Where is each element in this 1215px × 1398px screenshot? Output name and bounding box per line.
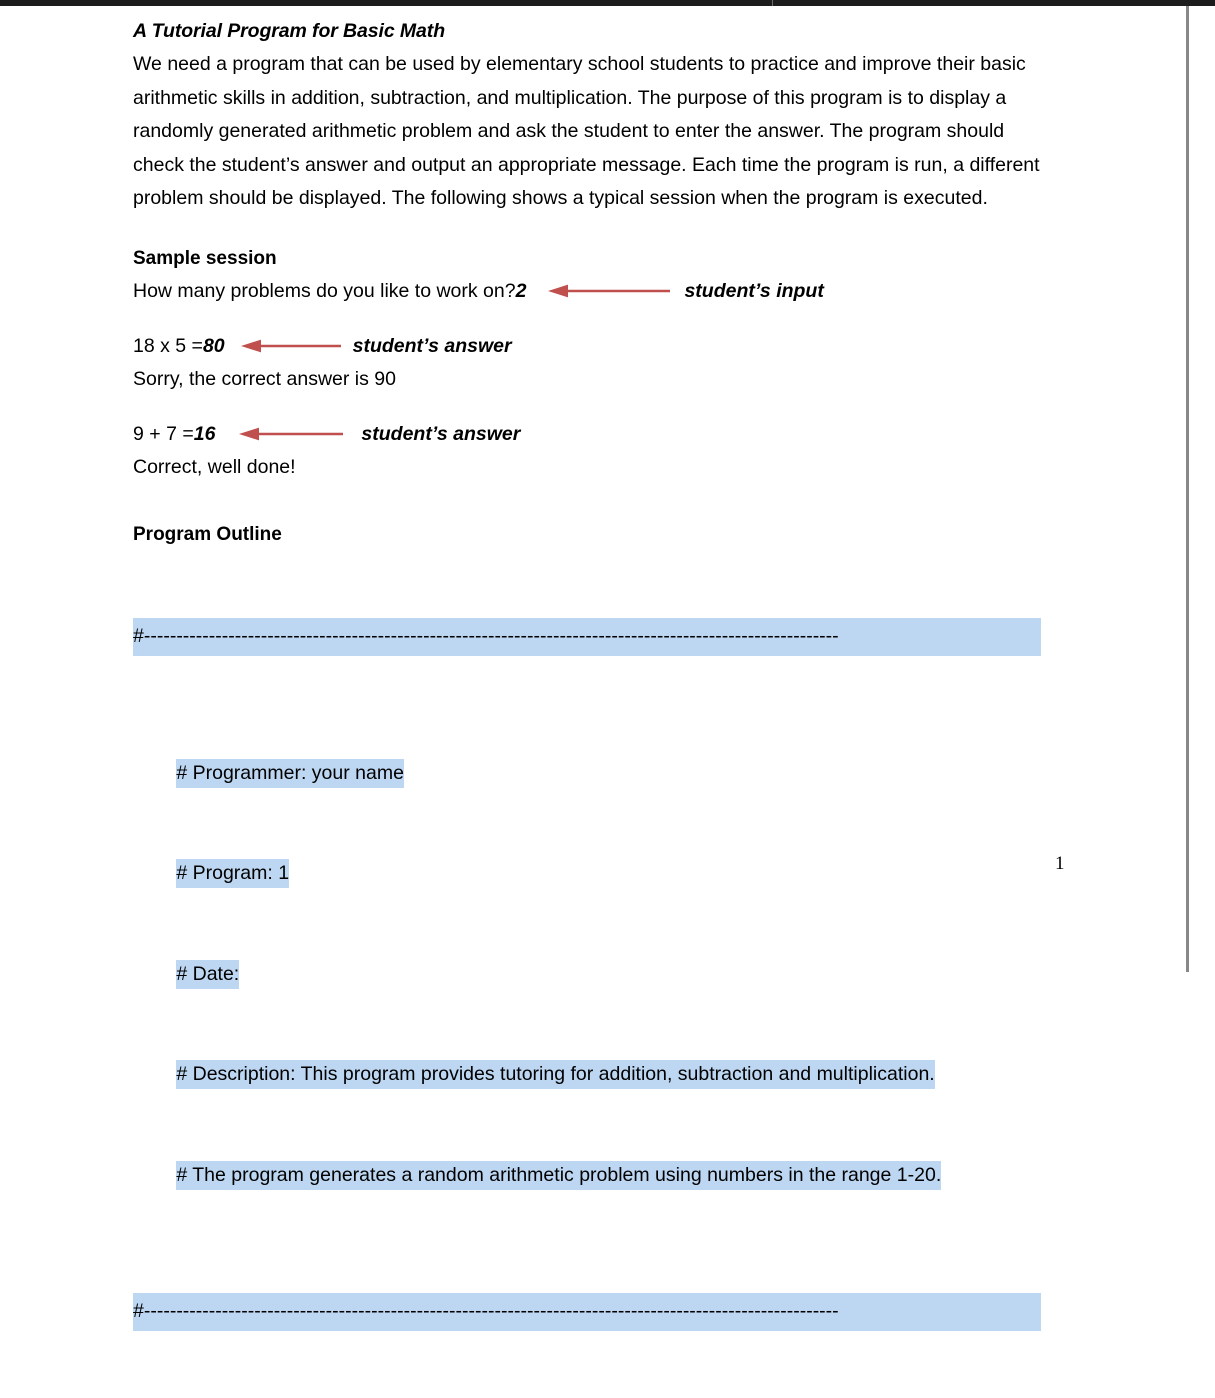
sample-prompt-annotation: student’s input [684,279,824,302]
outline-description-cont: # The program generates a random arithmetic problem using numbers in the range 1-20. [176,1161,941,1190]
page-number: 1 [1055,853,1065,874]
problem-2-text: 9 + 7 = [133,422,194,445]
outline-line [133,1226,1073,1398]
spacer [133,484,1073,518]
sample-prompt-text: How many problems do you like to work on? [133,279,516,302]
problem-2-feedback-line [133,451,1073,484]
sample-session-heading: Sample session [133,247,277,269]
document-title: A Tutorial Program for Basic Math [133,20,446,42]
spacer [133,308,1073,330]
outline-description: # Description: This program provides tutoring for addition, subtraction and multiplication. [176,1060,934,1089]
problem-1-feedback: Sorry, the correct answer is 90 [133,367,396,390]
annotation-arrow-icon [548,284,670,298]
outline-programmer: # Programmer: your name [176,759,404,788]
outline-line [133,551,1073,724]
spacer [133,396,1073,418]
outline-line [133,723,1073,824]
problem-2-line [133,418,1073,451]
intro-paragraph: We need a program that can be used by elementary school students to practice and improve their basic arithmetic skills in addition, subtraction, and multiplication. The purpose of this program is to display a randomly generated arithmetic problem and ask the student to enter the answer. The program should check the student’s answer and output an appropriate message. Each time the program is run, a different problem should be displayed. The following shows a typical session when the program is executed. [133,53,1040,210]
program-outline-heading: Program Outline [133,523,282,545]
sample-prompt-line [133,275,1073,308]
problem-1-text: 18 x 5 = [133,334,203,357]
problem-1-line [133,330,1073,363]
outline-line [133,1025,1073,1126]
annotation-arrow-icon [239,427,343,441]
problem-2-answer: 16 [193,422,216,445]
document-page [0,6,1186,1322]
problem-1-answer: 80 [202,334,225,357]
outline-rule-bottom: #----------------------------------------------------------------------------------------------------------- [133,1293,1041,1332]
outline-program-number: # Program: 1 [176,859,289,888]
outline-rule-top: #----------------------------------------------------------------------------------------------------------- [133,618,1041,657]
outline-line [133,1125,1073,1226]
page-right-border [1186,6,1189,972]
sample-prompt-input-value: 2 [515,279,527,302]
spacer [133,216,1073,242]
problem-2-feedback: Correct, well done! [133,455,296,478]
page-outside-area [1189,6,1215,972]
problem-1-feedback-line [133,363,1073,396]
program-outline-block [133,551,1073,1398]
annotation-arrow-icon [241,339,341,353]
problem-2-annotation: student’s answer [361,422,521,445]
outline-line [133,924,1073,1025]
outline-line [133,824,1073,925]
problem-1-annotation: student’s answer [352,334,512,357]
outline-date: # Date: [176,960,239,989]
document-content [133,14,1073,1398]
